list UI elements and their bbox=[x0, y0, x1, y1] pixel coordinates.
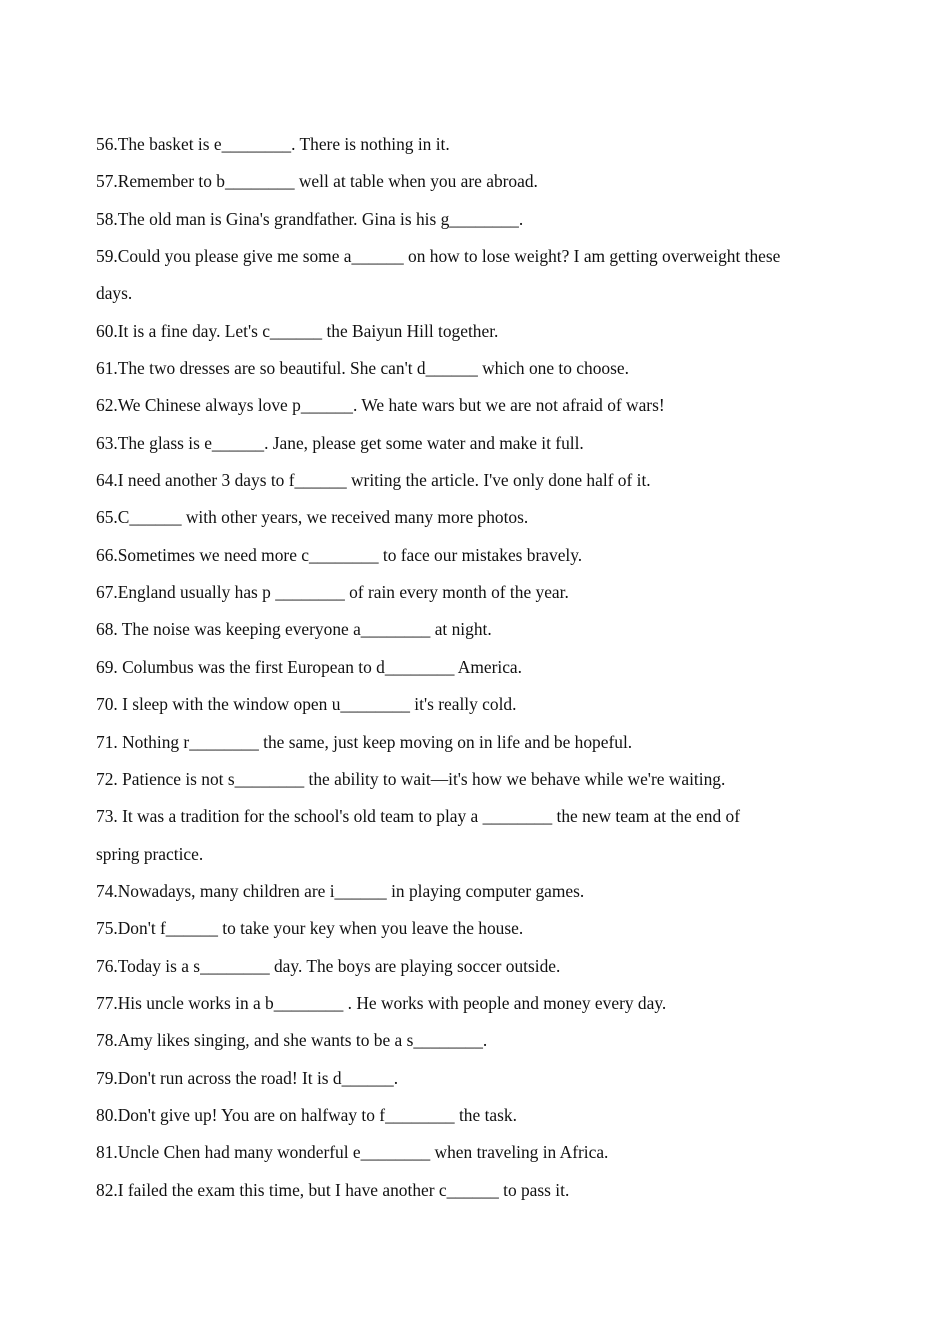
exercise-line: 71. Nothing r________ the same, just keep moving on in life and be hopeful. bbox=[96, 731, 633, 752]
exercise-line: 62.We Chinese always love p______. We hate wars but we are not afraid of wars! bbox=[96, 395, 665, 416]
exercise-line: 70. I sleep with the window open u________ it's really cold. bbox=[96, 694, 517, 715]
exercise-line-continuation: days. bbox=[96, 283, 133, 304]
exercise-line: 66.Sometimes we need more c________ to face our mistakes bravely. bbox=[96, 544, 583, 565]
exercise-list bbox=[96, 126, 876, 1209]
exercise-line: 82.I failed the exam this time, but I have another c______ to pass it. bbox=[96, 1179, 570, 1200]
exercise-line: 69. Columbus was the first European to d________ America. bbox=[96, 656, 523, 677]
exercise-line: 64.I need another 3 days to f______ writing the article. I've only done half of it. bbox=[96, 470, 651, 491]
exercise-line: 56.The basket is e________. There is nothing in it. bbox=[96, 134, 450, 154]
exercise-line: 73. It was a tradition for the school's old team to play a ________ the new team at the end of bbox=[96, 806, 741, 827]
exercise-line: 67.England usually has p ________ of rain every month of the year. bbox=[96, 582, 569, 603]
exercise-line: 60.It is a fine day. Let's c______ the Baiyun Hill together. bbox=[96, 320, 499, 341]
exercise-line: 72. Patience is not s________ the ability to wait—it's how we behave while we're waiting. bbox=[96, 768, 726, 789]
exercise-line: 65.C______ with other years, we received many more photos. bbox=[96, 507, 529, 528]
exercise-line: 59.Could you please give me some a______ on how to lose weight? I am getting overweight these bbox=[96, 246, 781, 267]
exercise-line-continuation: spring practice. bbox=[96, 843, 204, 864]
exercise-line: 76.Today is a s________ day. The boys are playing soccer outside. bbox=[96, 955, 561, 976]
exercise-line: 63.The glass is e______. Jane, please get some water and make it full. bbox=[96, 432, 584, 453]
exercise-line: 78.Amy likes singing, and she wants to be a s________. bbox=[96, 1030, 488, 1051]
exercise-line: 75.Don't f______ to take your key when you leave the house. bbox=[96, 918, 524, 939]
exercise-line: 79.Don't run across the road! It is d______. bbox=[96, 1067, 399, 1088]
exercise-line: 77.His uncle works in a b________ . He works with people and money every day. bbox=[96, 992, 667, 1013]
exercise-line: 68. The noise was keeping everyone a________ at night. bbox=[96, 619, 492, 640]
exercise-line: 61.The two dresses are so beautiful. She can't d______ which one to choose. bbox=[96, 358, 629, 379]
exercise-line: 81.Uncle Chen had many wonderful e________ when traveling in Africa. bbox=[96, 1142, 609, 1163]
exercise-line: 58.The old man is Gina's grandfather. Gina is his g________. bbox=[96, 208, 524, 229]
exercise-line: 80.Don't give up! You are on halfway to f________ the task. bbox=[96, 1104, 517, 1125]
exercise-line: 57.Remember to b________ well at table when you are abroad. bbox=[96, 171, 538, 192]
exercise-line: 74.Nowadays, many children are i______ in playing computer games. bbox=[96, 880, 585, 901]
